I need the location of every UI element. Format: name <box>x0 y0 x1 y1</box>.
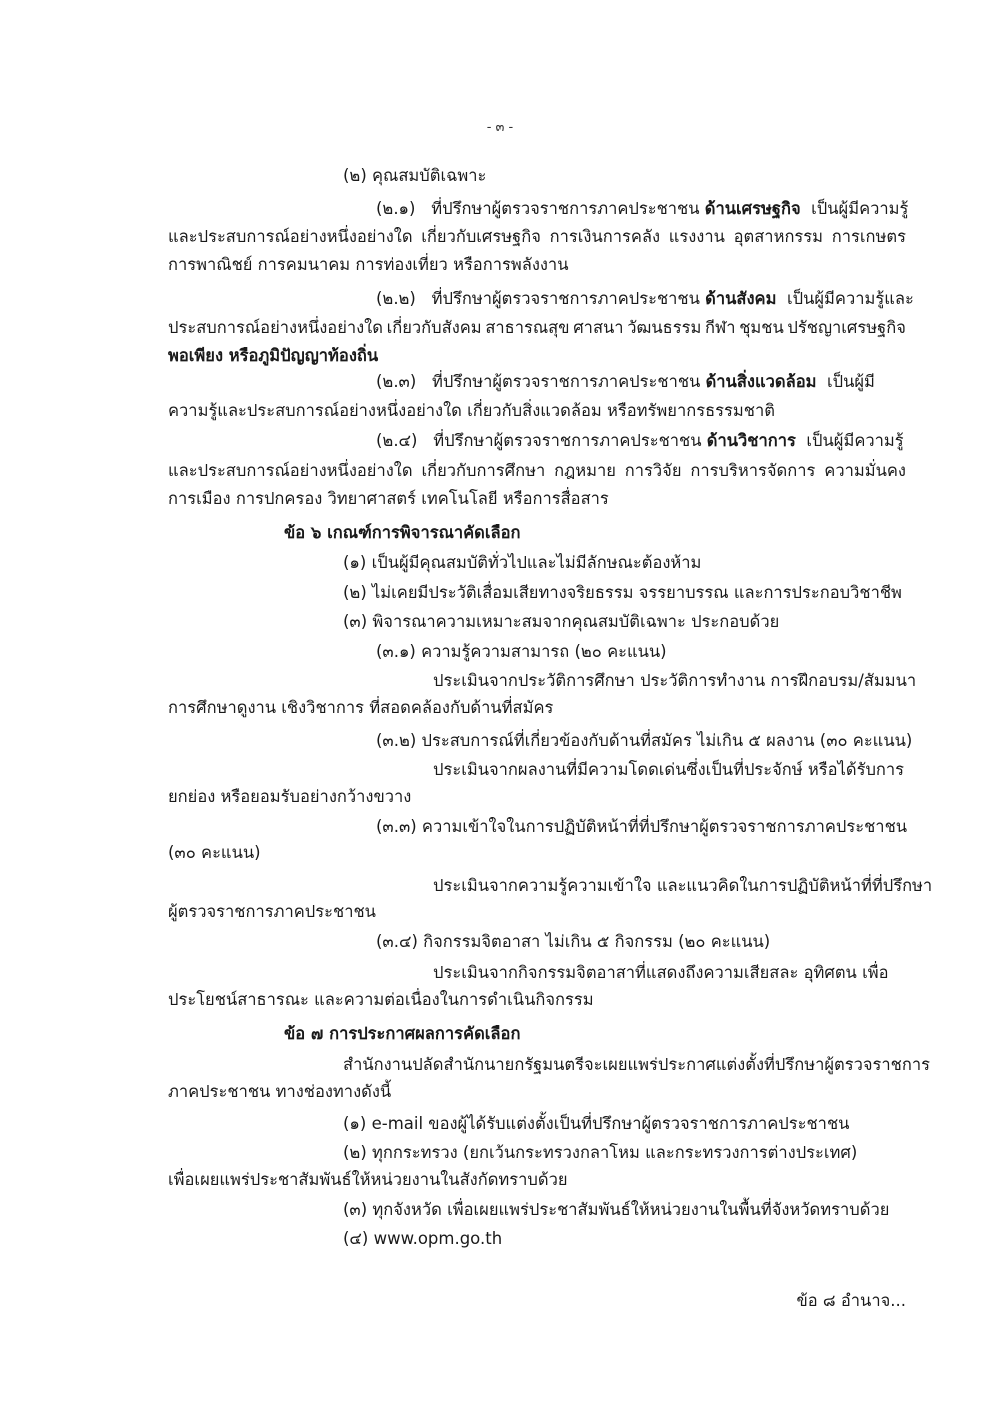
item-2-1-line2 <box>168 225 906 249</box>
word: ความมั่นคง <box>824 461 906 480</box>
continuation-footer: ข้อ ๘ อำนาจ... <box>796 1291 906 1310</box>
item-text: ที่ปรึกษาผู้ตรวจราชการภาคประชาชน <box>432 372 701 391</box>
word: การเงินการคลัง <box>549 227 661 246</box>
item-bold: ด้านสิ่งแวดล้อม <box>705 372 817 391</box>
word: ปรัชญาเศรษฐกิจ <box>787 318 906 337</box>
item-2-4-line3: การเมือง การปกครอง วิทยาศาสตร์ เทคโนโลยี หรือการสื่อสาร <box>168 489 609 508</box>
word: เกี่ยวกับสังคม <box>386 318 482 337</box>
word: แรงงาน <box>668 227 725 246</box>
sub-3-3-line2: (๓๐ คะแนน) <box>168 843 261 862</box>
item-2-1-line3: การพาณิชย์ การคมนาคม การท่องเที่ยว หรือการพลังงาน <box>168 255 569 274</box>
item-text: เป็นผู้มีความรู้และ <box>786 289 914 308</box>
channel-1: (๑) e-mail ของผู้ได้รับแต่งตั้งเป็นที่ปรึกษาผู้ตรวจราชการภาคประชาชน <box>343 1114 850 1133</box>
criterion-3: (๓) พิจารณาความเหมาะสมจากคุณสมบัติเฉพาะ ประกอบด้วย <box>343 612 780 631</box>
channel-4: (๔) www.opm.go.th <box>343 1229 503 1248</box>
word: สาธารณสุข <box>485 318 570 337</box>
word: การเกษตร <box>831 227 906 246</box>
word: ประสบการณ์อย่างหนึ่งอย่างใด <box>168 318 383 337</box>
item-text: เป็นผู้มี <box>826 372 875 391</box>
word: และประสบการณ์อย่างหนึ่งอย่างใด <box>168 461 413 480</box>
item-number: (๒.๒) <box>376 289 416 308</box>
word: ศาสนา <box>573 318 624 337</box>
word: เกี่ยวกับเศรษฐกิจ <box>421 227 541 246</box>
item-number: (๒.๑) <box>376 199 416 218</box>
item-2-1-line1 <box>376 197 908 221</box>
item-2-3-line1 <box>376 370 875 394</box>
sub-3-1-line2: ประเมินจากประวัติการศึกษา ประวัติการทำงาน การฝึกอบรม/สัมมนา <box>433 671 917 690</box>
word: และประสบการณ์อย่างหนึ่งอย่างใด <box>168 227 413 246</box>
item-bold: ด้านสังคม <box>705 289 777 308</box>
criterion-1: (๑) เป็นผู้มีคุณสมบัติทั่วไปและไม่มีลักษณะต้องห้าม <box>343 553 702 572</box>
sub-3-1-head: (๓.๑) ความรู้ความสามารถ (๒๐ คะแนน) <box>376 642 667 661</box>
item-2-2-line3: พอเพียง หรือภูมิปัญญาท้องถิ่น <box>168 346 379 365</box>
channel-2: (๒) ทุกกระทรวง (ยกเว้นกระทรวงกลาโหม และกระทรวงการต่างประเทศ) <box>343 1143 858 1162</box>
announcement-para-line1: สำนักงานปลัดสำนักนายกรัฐมนตรีจะเผยแพร่ประกาศแต่งตั้งที่ปรึกษาผู้ตรวจราชการ <box>343 1055 930 1074</box>
item-text: เป็นผู้มีความรู้ <box>811 199 909 218</box>
article-6-title: ข้อ ๖ เกณฑ์การพิจารณาคัดเลือก <box>284 523 521 542</box>
item-number: (๒.๓) <box>376 372 417 391</box>
sub-3-2-head: (๓.๒) ประสบการณ์ที่เกี่ยวข้องกับด้านที่สมัคร ไม่เกิน ๕ ผลงาน (๓๐ คะแนน) <box>376 731 913 750</box>
sub-3-1-line3: การศึกษาดูงาน เชิงวิชาการ ที่สอดคล้องกับด้านที่สมัคร <box>168 698 554 717</box>
announcement-para-line2: ภาคประชาชน ทางช่องทางดังนี้ <box>168 1082 392 1101</box>
sub-3-4-head: (๓.๔) กิจกรรมจิตอาสา ไม่เกิน ๕ กิจกรรม (๒๐ คะแนน) <box>376 932 771 951</box>
article-7-title: ข้อ ๗ การประกาศผลการคัดเลือก <box>284 1024 521 1043</box>
item-text: ที่ปรึกษาผู้ตรวจราชการภาคประชาชน <box>431 199 700 218</box>
sub-3-2-line2: ประเมินจากผลงานที่มีความโดดเด่นซึ่งเป็นที่ประจักษ์ หรือได้รับการ <box>433 760 905 779</box>
word: การบริหารจัดการ <box>690 461 816 480</box>
word: วัฒนธรรม <box>627 318 702 337</box>
sub-3-4-line3: ประโยชน์สาธารณะ และความต่อเนื่องในการดำเนินกิจกรรม <box>168 990 594 1009</box>
word: การวิจัย <box>624 461 682 480</box>
word: ชุมชน <box>739 318 784 337</box>
criterion-2: (๒) ไม่เคยมีประวัติเสื่อมเสียทางจริยธรรม จรรยาบรรณ และการประกอบวิชาชีพ <box>343 583 902 602</box>
item-2-3-line2: ความรู้และประสบการณ์อย่างหนึ่งอย่างใด เกี่ยวกับสิ่งแวดล้อม หรือทรัพยากรธรรมชาติ <box>168 401 775 420</box>
item-2-2-line2 <box>168 316 906 340</box>
word: กฎหมาย <box>554 461 616 480</box>
item-bold: ด้านวิชาการ <box>706 431 796 450</box>
word: อุตสาหกรรม <box>733 227 824 246</box>
item-text: ที่ปรึกษาผู้ตรวจราชการภาคประชาชน <box>431 289 700 308</box>
sub-3-3-head: (๓.๓) ความเข้าใจในการปฏิบัติหน้าที่ที่ปรึกษาผู้ตรวจราชการภาคประชาชน <box>376 817 908 836</box>
item-text: ที่ปรึกษาผู้ตรวจราชการภาคประชาชน <box>433 431 702 450</box>
channel-3: (๓) ทุกจังหวัด เพื่อเผยแพร่ประชาสัมพันธ์ให้หน่วยงานในพื้นที่จังหวัดทราบด้วย <box>343 1200 890 1219</box>
item-bold: ด้านเศรษฐกิจ <box>704 199 801 218</box>
word: กีฬา <box>705 318 736 337</box>
sub-3-3-line3: ประเมินจากความรู้ความเข้าใจ และแนวคิดในการปฏิบัติหน้าที่ที่ปรึกษา <box>433 876 933 895</box>
sub-3-2-line3: ยกย่อง หรือยอมรับอย่างกว้างขวาง <box>168 787 412 806</box>
item-number: (๒.๔) <box>376 431 418 450</box>
channel-2-cont: เพื่อเผยแพร่ประชาสัมพันธ์ให้หน่วยงานในสังกัดทราบด้วย <box>168 1170 568 1189</box>
sub-3-4-line2: ประเมินจากกิจกรรมจิตอาสาที่แสดงถึงความเสียสละ อุทิศตน เพื่อ <box>433 963 889 982</box>
word: เกี่ยวกับการศึกษา <box>421 461 546 480</box>
sub-3-3-line4: ผู้ตรวจราชการภาคประชาชน <box>168 902 376 921</box>
item-text: เป็นผู้มีความรู้ <box>806 431 904 450</box>
item-2-4-line2 <box>168 459 906 483</box>
page-number: - ๓ - <box>486 120 514 135</box>
qualifications-heading: (๒) คุณสมบัติเฉพาะ <box>343 166 487 185</box>
item-2-4-line1 <box>376 429 904 453</box>
item-2-2-line1 <box>376 287 914 311</box>
